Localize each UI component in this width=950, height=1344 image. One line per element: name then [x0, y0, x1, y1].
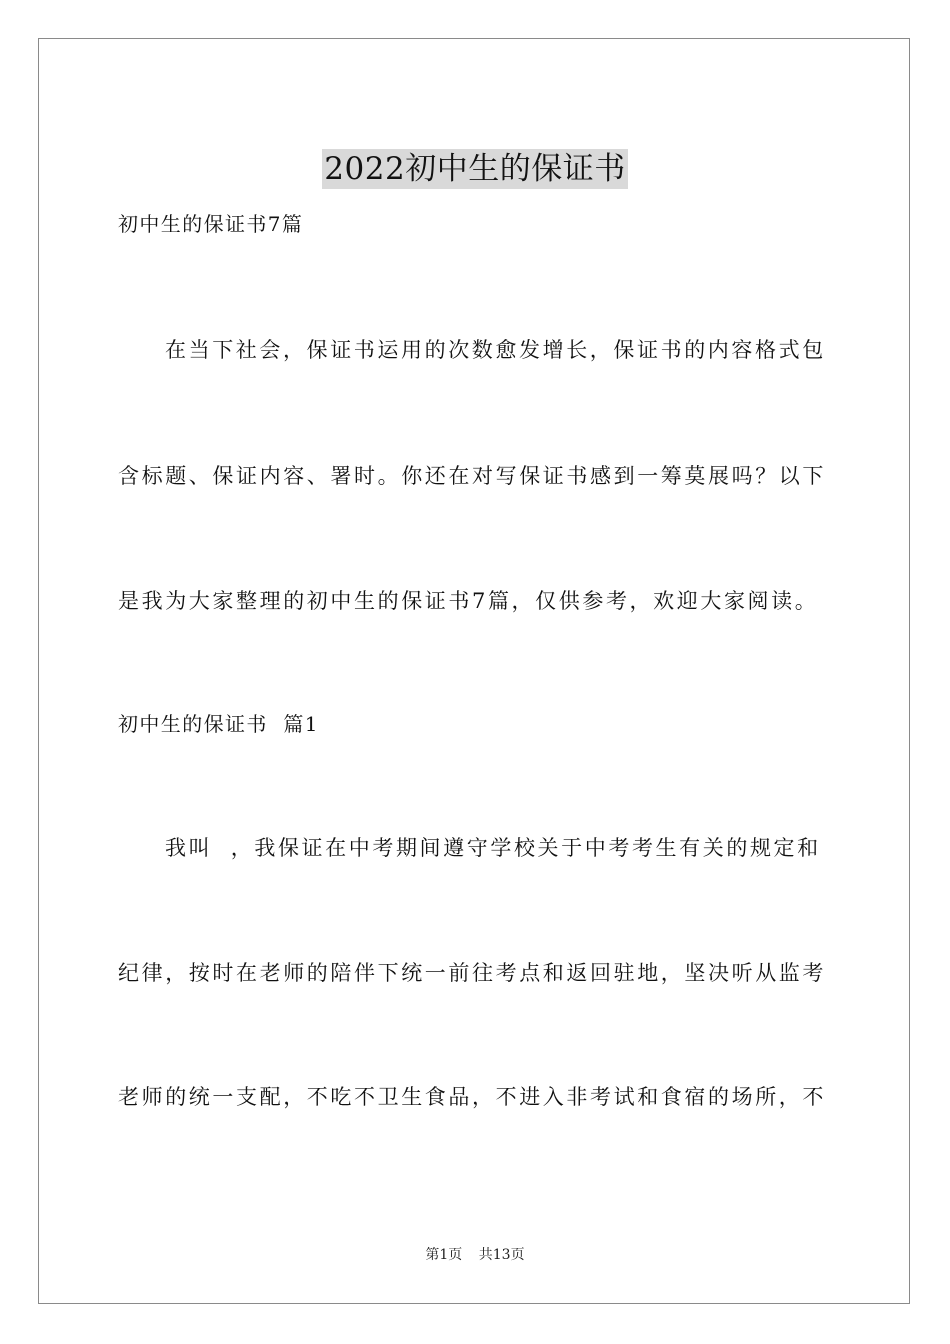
page-footer: [0, 1245, 950, 1265]
body-line-2: 纪律，按时在老师的陪伴下统一前往考点和返回驻地，坚决听从监考: [118, 961, 826, 985]
intro-line-1: 在当下社会，保证书运用的次数愈发增长，保证书的内容格式包: [165, 338, 826, 362]
page-number-total: 共13页: [478, 1247, 525, 1263]
title-container: [0, 128, 950, 210]
document-title: 2022初中生的保证书: [324, 150, 626, 187]
page-number-current: 第1页: [425, 1247, 463, 1263]
body-line-1: 我叫 ，我保证在中考期间遵守学校关于中考考生有关的规定和: [165, 836, 821, 860]
intro-line-2: 含标题、保证内容、署时。你还在对写保证书感到一筹莫展吗？以下: [118, 464, 826, 488]
intro-line-3: 是我为大家整理的初中生的保证书7篇，仅供参考，欢迎大家阅读。: [118, 589, 819, 613]
section-heading: 初中生的保证书 篇1: [118, 712, 319, 736]
body-line-3: 老师的统一支配，不吃不卫生食品，不进入非考试和食宿的场所，不: [118, 1085, 826, 1109]
document-subtitle: 初中生的保证书7篇: [118, 212, 304, 236]
